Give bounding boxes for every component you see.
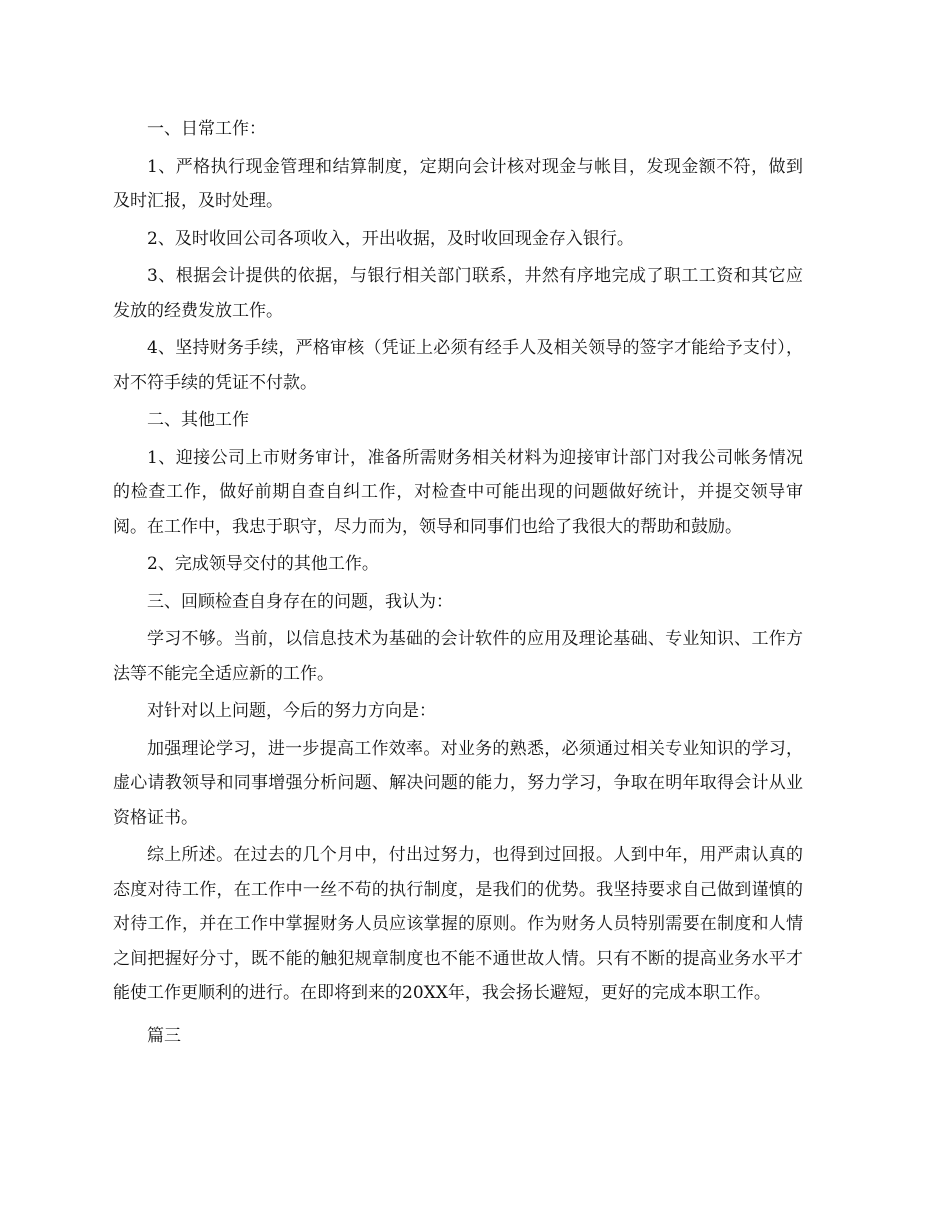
next-section-label: 篇三 — [147, 1025, 181, 1046]
paragraph-review-problem: 学习不够。当前，以信息技术为基础的会计软件的应用及理论基础、专业知识、工作方法等不能完全适应新的工作。 — [113, 629, 803, 684]
paragraph-daily-item-4: 4、坚持财务手续，严格审核（凭证上必须有经手人及相关领导的签字才能给予支付），对不符手续的凭证不付款。 — [113, 338, 803, 393]
paragraph-summary: 综上所述。在过去的几个月中，付出过努力，也得到过回报。人到中年，用严肃认真的态度对待工作，在工作中一丝不苟的执行制度，是我们的优势。我坚持要求自己做到谨慎的对待工作，并在工作中掌握财务人员应该掌握的原则。作为财务人员特别需要在制度和人情之间把握好分寸，既不能的触犯规章制度也不能不通世故人情。只有不断的提高业务水平才能使工作更顺利的进行。在即将到来的20XX年，我会扬长避短，更好的完成本职工作。 — [113, 845, 803, 1003]
section-heading-other-work: 二、其他工作 — [147, 410, 249, 430]
document-body — [113, 112, 803, 1056]
paragraph-daily-item-3: 3、根据会计提供的依据，与银行相关部门联系，井然有序地完成了职工工资和其它应发放的经费发放工作。 — [113, 266, 803, 321]
paragraph-direction-intro: 对针对以上问题，今后的努力方向是： — [147, 701, 436, 721]
paragraph-other-item-2: 2、完成领导交付的其他工作。 — [147, 554, 379, 574]
paragraph-other-item-1: 1、迎接公司上市财务审计，准备所需财务相关材料为迎接审计部门对我公司帐务情况的检查工作，做好前期自查自纠工作，对检查中可能出现的问题做好统计，并提交领导审阅。在工作中，我忠于职守，尽力而为，领导和同事们也给了我很大的帮助和鼓励。 — [113, 447, 803, 537]
paragraph-daily-item-2: 2、及时收回公司各项收入，开出收据，及时收回现金存入银行。 — [147, 228, 634, 249]
paragraph-direction-detail: 加强理论学习，进一步提高工作效率。对业务的熟悉，必须通过相关专业知识的学习，虚心请教领导和同事增强分析问题、解决问题的能力，努力学习，争取在明年取得会计从业资格证书。 — [113, 738, 803, 828]
section-heading-review: 三、回顾检查自身存在的问题，我认为： — [147, 591, 453, 612]
section-heading-daily-work: 一、日常工作： — [147, 119, 266, 139]
paragraph-daily-item-1: 1、严格执行现金管理和结算制度，定期向会计核对现金与帐目，发现金额不符，做到及时汇报，及时处理。 — [113, 156, 803, 211]
